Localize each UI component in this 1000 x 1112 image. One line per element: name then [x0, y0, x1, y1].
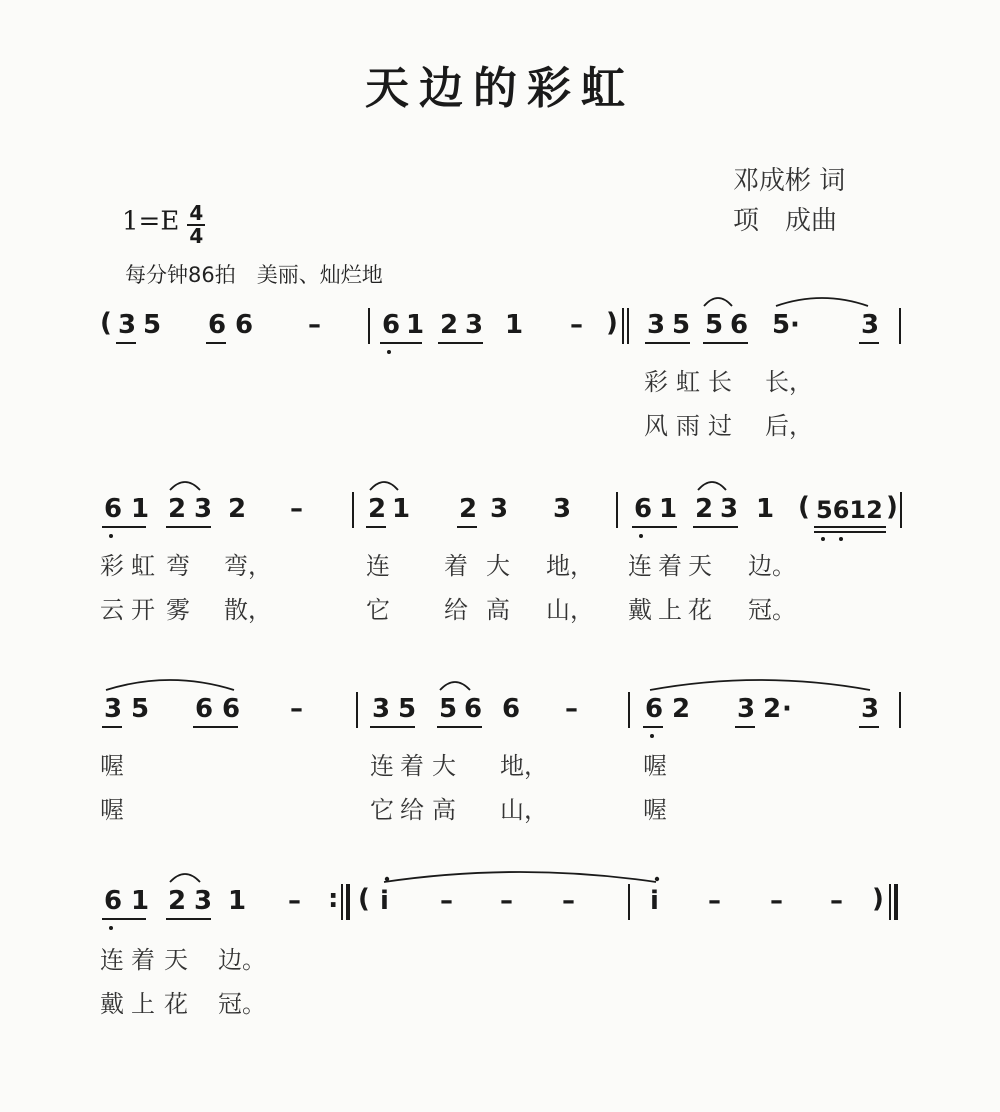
- lyric: 虹: [676, 368, 700, 396]
- note: 6: [502, 694, 521, 724]
- lyric: 花: [688, 596, 712, 624]
- lyric: 山，: [500, 796, 548, 824]
- lyric: 地，: [546, 552, 594, 580]
- note: 6: [235, 310, 254, 340]
- dash: –: [770, 886, 783, 916]
- lyric: 边。: [218, 946, 266, 974]
- note: i: [380, 886, 389, 916]
- lyric: 它: [366, 596, 390, 624]
- note: 3: [194, 886, 213, 916]
- paren-open: (: [798, 492, 810, 522]
- lyric: 过: [708, 412, 732, 440]
- note: 3: [720, 494, 739, 524]
- upper-octave-dot: [655, 877, 659, 881]
- slur: [370, 482, 398, 490]
- lyric: 雨: [676, 412, 700, 440]
- composer-credit: 项 成曲: [733, 206, 838, 236]
- lyric: 高: [486, 596, 510, 624]
- note: 2: [672, 694, 691, 724]
- dash: –: [440, 886, 453, 916]
- lyric: 戴: [100, 990, 124, 1018]
- dash: –: [562, 886, 575, 916]
- slur: [776, 298, 868, 306]
- lyric: 虹: [131, 552, 155, 580]
- note: 6: [730, 310, 749, 340]
- dash: –: [570, 310, 583, 340]
- lyric: 冠。: [218, 990, 266, 1018]
- note: 1: [659, 494, 678, 524]
- note: 1: [406, 310, 425, 340]
- lyric: 着: [131, 946, 155, 974]
- note: 1: [131, 494, 150, 524]
- note: 2: [763, 694, 782, 724]
- note: 3: [465, 310, 484, 340]
- lyric: 冠。: [748, 596, 796, 624]
- dash: –: [565, 694, 578, 724]
- dash: –: [288, 886, 301, 916]
- lyric: 大: [432, 752, 456, 780]
- note: 1: [505, 310, 524, 340]
- note: 6: [222, 694, 241, 724]
- note: 5: [672, 310, 691, 340]
- lyric: 给: [400, 796, 424, 824]
- note: 2: [168, 494, 187, 524]
- note: 3: [553, 494, 572, 524]
- note: 3: [737, 694, 756, 724]
- note: 3: [861, 694, 880, 724]
- dash: –: [500, 886, 513, 916]
- lyric: 连: [100, 946, 124, 974]
- lyric: 云: [100, 596, 124, 624]
- lyric: 雾: [166, 596, 190, 624]
- note: 3: [490, 494, 509, 524]
- dash: –: [290, 494, 303, 524]
- lyric: 戴: [628, 596, 652, 624]
- slur: [106, 680, 234, 690]
- note: 1: [228, 886, 247, 916]
- note: 6: [195, 694, 214, 724]
- lyric: 散，: [224, 596, 272, 624]
- note: 6: [104, 494, 123, 524]
- slur: [440, 682, 470, 690]
- note: 6: [634, 494, 653, 524]
- slur: [698, 482, 726, 490]
- lyric: 风: [644, 412, 668, 440]
- note: 3: [194, 494, 213, 524]
- repeat-colon: :: [328, 884, 339, 914]
- dash: –: [290, 694, 303, 724]
- note: 2: [368, 494, 387, 524]
- lyric: 花: [164, 990, 188, 1018]
- note: 5: [705, 310, 724, 340]
- note: 3: [372, 694, 391, 724]
- paren-open: (: [358, 884, 370, 914]
- lyric: 地，: [500, 752, 548, 780]
- lyric: 天: [688, 552, 712, 580]
- paren-close: ): [606, 308, 618, 338]
- note: 1: [756, 494, 775, 524]
- note: 3: [118, 310, 137, 340]
- lyric: 它: [370, 796, 394, 824]
- note: 3: [104, 694, 123, 724]
- dash: –: [708, 886, 721, 916]
- note: 2: [459, 494, 478, 524]
- note: 6: [382, 310, 401, 340]
- lyric: 着: [400, 752, 424, 780]
- note: 2: [695, 494, 714, 524]
- note: 5: [131, 694, 150, 724]
- note: 5: [143, 310, 162, 340]
- upper-octave-dot: [385, 877, 389, 881]
- lyric: 喔: [100, 796, 124, 824]
- slur: [650, 680, 870, 690]
- lyric: 给: [444, 596, 468, 624]
- lyric: 天: [164, 946, 188, 974]
- lyric: 上: [658, 596, 682, 624]
- lyric: 连: [370, 752, 394, 780]
- lyric: 着: [658, 552, 682, 580]
- augmentation-dot: ·: [782, 694, 792, 724]
- lyric: 着: [444, 552, 468, 580]
- paren-close: ): [886, 492, 898, 522]
- lyric: 弯，: [224, 552, 272, 580]
- note: 5: [439, 694, 458, 724]
- note: i: [650, 886, 659, 916]
- slur: [170, 874, 200, 882]
- note: 2: [440, 310, 459, 340]
- tempo-marking: 每分钟86拍 美丽、灿烂地: [125, 263, 383, 287]
- time-numerator: 4: [189, 201, 204, 225]
- lyric: 喔: [643, 752, 667, 780]
- dash: –: [830, 886, 843, 916]
- note: 2: [228, 494, 247, 524]
- note: 5: [398, 694, 417, 724]
- page-title: 天边的彩虹: [365, 63, 635, 114]
- note: 6: [104, 886, 123, 916]
- lyric: 连: [628, 552, 652, 580]
- lyric: 彩: [644, 368, 668, 396]
- note: 1: [392, 494, 411, 524]
- time-denominator: 4: [189, 224, 204, 248]
- lyric: 上: [131, 990, 155, 1018]
- note: 5: [772, 310, 791, 340]
- lyric: 后，: [765, 412, 813, 440]
- slur: [384, 872, 656, 882]
- lyric: 长，: [765, 368, 813, 396]
- lyricist-credit: 邓成彬 词: [733, 166, 846, 196]
- lyric: 连: [366, 552, 390, 580]
- lyric: 高: [432, 796, 456, 824]
- augmentation-dot: ·: [790, 310, 800, 340]
- lyric: 喔: [100, 752, 124, 780]
- note: 6: [208, 310, 227, 340]
- note: 6: [645, 694, 664, 724]
- dash: –: [308, 310, 321, 340]
- lyric: 山，: [546, 596, 594, 624]
- note-group: 5612: [816, 496, 883, 524]
- lyric: 长: [708, 368, 732, 396]
- paren-close: ): [872, 884, 884, 914]
- lyric: 开: [131, 596, 155, 624]
- note: 1: [131, 886, 150, 916]
- lyric: 喔: [643, 796, 667, 824]
- lyric: 边。: [748, 552, 796, 580]
- paren-open: (: [100, 308, 112, 338]
- slur: [170, 482, 200, 490]
- lyric: 弯: [166, 552, 190, 580]
- note: 3: [861, 310, 880, 340]
- lyric: 大: [486, 552, 510, 580]
- note: 2: [168, 886, 187, 916]
- note: 6: [464, 694, 483, 724]
- lyric: 彩: [100, 552, 124, 580]
- note: 3: [647, 310, 666, 340]
- key-label: 1=E: [122, 206, 180, 237]
- slur: [704, 298, 732, 306]
